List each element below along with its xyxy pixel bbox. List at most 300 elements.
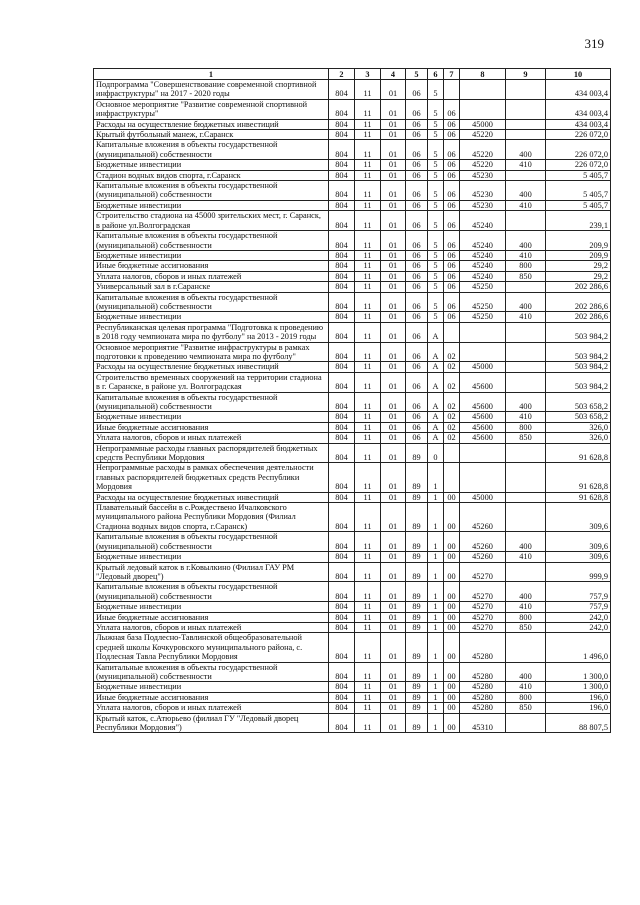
program-code-cell: 89 xyxy=(406,622,428,632)
expense-type-cell: 850 xyxy=(506,703,546,713)
table-row xyxy=(94,662,611,682)
amount-cell: 239,1 xyxy=(546,211,611,231)
program-code-cell: 89 xyxy=(406,662,428,682)
expense-type-cell xyxy=(506,342,546,362)
direction-code-cell: 45260 xyxy=(460,503,506,532)
ministry-code-cell: 804 xyxy=(329,492,355,502)
amount-cell: 242,0 xyxy=(546,622,611,632)
table-row xyxy=(94,250,611,260)
subprogram-code-cell: 5 xyxy=(428,231,444,251)
ministry-code-cell: 804 xyxy=(329,692,355,702)
expense-type-cell xyxy=(506,443,546,463)
row-name-cell: Подпрограмма "Совершенствование современной спортивной инфраструктуры" на 2017 - 2020 годы xyxy=(94,80,329,100)
ministry-code-cell: 804 xyxy=(329,342,355,362)
amount-cell: 226 072,0 xyxy=(546,140,611,160)
expense-type-cell xyxy=(506,282,546,292)
subprogram-code-cell: 1 xyxy=(428,562,444,582)
ministry-code-cell: 804 xyxy=(329,170,355,180)
expense-type-cell xyxy=(506,492,546,502)
row-name-cell: Бюджетные инвестиции xyxy=(94,250,329,260)
subprogram-code-cell: А xyxy=(428,392,444,412)
activity-code-cell: 06 xyxy=(444,211,460,231)
expense-type-cell: 400 xyxy=(506,231,546,251)
direction-code-cell: 45240 xyxy=(460,211,506,231)
direction-code-cell xyxy=(460,80,506,100)
activity-code-cell: 06 xyxy=(444,231,460,251)
subsection-code-cell: 01 xyxy=(381,443,406,463)
row-name-cell: Расходы на осуществление бюджетных инвестиций xyxy=(94,492,329,502)
subsection-code-cell: 01 xyxy=(381,562,406,582)
direction-code-cell: 45270 xyxy=(460,562,506,582)
program-code-cell: 06 xyxy=(406,342,428,362)
subsection-code-cell: 01 xyxy=(381,99,406,119)
expense-type-cell: 800 xyxy=(506,261,546,271)
table-row xyxy=(94,170,611,180)
program-code-cell: 89 xyxy=(406,582,428,602)
amount-cell: 326,0 xyxy=(546,422,611,432)
direction-code-cell: 45270 xyxy=(460,612,506,622)
activity-code-cell xyxy=(444,80,460,100)
subprogram-code-cell: 5 xyxy=(428,99,444,119)
ministry-code-cell: 804 xyxy=(329,200,355,210)
ministry-code-cell: 804 xyxy=(329,372,355,392)
subprogram-code-cell: 1 xyxy=(428,662,444,682)
program-code-cell: 06 xyxy=(406,200,428,210)
direction-code-cell: 45270 xyxy=(460,622,506,632)
section-code-cell: 11 xyxy=(355,160,381,170)
row-name-cell: Капитальные вложения в объекты государственной (муниципальной) собственности xyxy=(94,292,329,312)
subprogram-code-cell: А xyxy=(428,433,444,443)
section-code-cell: 11 xyxy=(355,170,381,180)
row-name-cell: Бюджетные инвестиции xyxy=(94,602,329,612)
activity-code-cell: 00 xyxy=(444,622,460,632)
section-code-cell: 11 xyxy=(355,492,381,502)
expense-type-cell xyxy=(506,463,546,492)
activity-code-cell: 00 xyxy=(444,582,460,602)
amount-cell: 1 300,0 xyxy=(546,662,611,682)
program-code-cell: 06 xyxy=(406,250,428,260)
subprogram-code-cell: 0 xyxy=(428,443,444,463)
table-row xyxy=(94,422,611,432)
amount-cell: 503 984,2 xyxy=(546,362,611,372)
amount-cell: 503 984,2 xyxy=(546,322,611,342)
subsection-code-cell: 01 xyxy=(381,622,406,632)
expense-type-cell xyxy=(506,562,546,582)
activity-code-cell: 06 xyxy=(444,261,460,271)
direction-code-cell: 45260 xyxy=(460,532,506,552)
row-name-cell: Уплата налогов, сборов и иных платежей xyxy=(94,622,329,632)
direction-code-cell xyxy=(460,463,506,492)
subsection-code-cell: 01 xyxy=(381,130,406,140)
table-row xyxy=(94,692,611,702)
direction-code-cell xyxy=(460,342,506,362)
ministry-code-cell: 804 xyxy=(329,562,355,582)
direction-code-cell: 45230 xyxy=(460,200,506,210)
table-row xyxy=(94,463,611,492)
row-name-cell: Уплата налогов, сборов и иных платежей xyxy=(94,703,329,713)
ministry-code-cell: 804 xyxy=(329,662,355,682)
row-name-cell: Иные бюджетные ассигнования xyxy=(94,612,329,622)
section-code-cell: 11 xyxy=(355,99,381,119)
subprogram-code-cell: 5 xyxy=(428,200,444,210)
direction-code-cell: 45600 xyxy=(460,412,506,422)
ministry-code-cell: 804 xyxy=(329,250,355,260)
subprogram-code-cell: А xyxy=(428,422,444,432)
ministry-code-cell: 804 xyxy=(329,532,355,552)
subprogram-code-cell: 1 xyxy=(428,692,444,702)
column-header: 4 xyxy=(381,69,406,80)
subsection-code-cell: 01 xyxy=(381,140,406,160)
row-name-cell: Бюджетные инвестиции xyxy=(94,412,329,422)
subprogram-code-cell: 1 xyxy=(428,633,444,662)
ministry-code-cell: 804 xyxy=(329,503,355,532)
amount-cell: 1 300,0 xyxy=(546,682,611,692)
activity-code-cell: 00 xyxy=(444,562,460,582)
column-header: 1 xyxy=(94,69,329,80)
ministry-code-cell: 804 xyxy=(329,322,355,342)
table-row xyxy=(94,602,611,612)
subprogram-code-cell: 5 xyxy=(428,312,444,322)
activity-code-cell: 06 xyxy=(444,130,460,140)
amount-cell: 29,2 xyxy=(546,271,611,281)
row-name-cell: Основное мероприятие "Развитие инфраструктуры в рамках подготовки к проведению чемпионата мира по футболу" xyxy=(94,342,329,362)
subprogram-code-cell: 1 xyxy=(428,492,444,502)
activity-code-cell: 00 xyxy=(444,633,460,662)
subsection-code-cell: 01 xyxy=(381,713,406,733)
amount-cell: 202 286,6 xyxy=(546,292,611,312)
direction-code-cell: 45240 xyxy=(460,231,506,251)
activity-code-cell: 02 xyxy=(444,412,460,422)
ministry-code-cell: 804 xyxy=(329,181,355,201)
table-row xyxy=(94,552,611,562)
table-header-row xyxy=(94,69,611,80)
direction-code-cell: 45600 xyxy=(460,422,506,432)
ministry-code-cell: 804 xyxy=(329,422,355,432)
program-code-cell: 06 xyxy=(406,119,428,129)
expense-type-cell: 850 xyxy=(506,622,546,632)
section-code-cell: 11 xyxy=(355,422,381,432)
ministry-code-cell: 804 xyxy=(329,392,355,412)
section-code-cell: 11 xyxy=(355,622,381,632)
subsection-code-cell: 01 xyxy=(381,703,406,713)
direction-code-cell: 45280 xyxy=(460,692,506,702)
program-code-cell: 06 xyxy=(406,130,428,140)
expense-type-cell: 410 xyxy=(506,552,546,562)
subsection-code-cell: 01 xyxy=(381,662,406,682)
amount-cell: 503 658,2 xyxy=(546,412,611,422)
ministry-code-cell: 804 xyxy=(329,703,355,713)
subsection-code-cell: 01 xyxy=(381,463,406,492)
subprogram-code-cell: 5 xyxy=(428,80,444,100)
subprogram-code-cell: 1 xyxy=(428,582,444,602)
expense-type-cell xyxy=(506,80,546,100)
expense-type-cell xyxy=(506,503,546,532)
table-row xyxy=(94,160,611,170)
column-header: 3 xyxy=(355,69,381,80)
section-code-cell: 11 xyxy=(355,662,381,682)
subsection-code-cell: 01 xyxy=(381,250,406,260)
section-code-cell: 11 xyxy=(355,713,381,733)
subsection-code-cell: 01 xyxy=(381,170,406,180)
table-row xyxy=(94,292,611,312)
program-code-cell: 89 xyxy=(406,682,428,692)
section-code-cell: 11 xyxy=(355,200,381,210)
program-code-cell: 06 xyxy=(406,80,428,100)
subsection-code-cell: 01 xyxy=(381,362,406,372)
subprogram-code-cell: А xyxy=(428,372,444,392)
amount-cell: 5 405,7 xyxy=(546,200,611,210)
expense-type-cell: 850 xyxy=(506,271,546,281)
section-code-cell: 11 xyxy=(355,562,381,582)
subsection-code-cell: 01 xyxy=(381,80,406,100)
budget-table xyxy=(93,68,611,733)
row-name-cell: Стадион водных видов спорта, г.Саранск xyxy=(94,170,329,180)
program-code-cell: 06 xyxy=(406,170,428,180)
activity-code-cell: 00 xyxy=(444,612,460,622)
program-code-cell: 06 xyxy=(406,181,428,201)
direction-code-cell: 45000 xyxy=(460,492,506,502)
direction-code-cell: 45280 xyxy=(460,703,506,713)
section-code-cell: 11 xyxy=(355,682,381,692)
section-code-cell: 11 xyxy=(355,633,381,662)
ministry-code-cell: 804 xyxy=(329,312,355,322)
subsection-code-cell: 01 xyxy=(381,181,406,201)
subsection-code-cell: 01 xyxy=(381,322,406,342)
subsection-code-cell: 01 xyxy=(381,433,406,443)
amount-cell: 434 003,4 xyxy=(546,119,611,129)
row-name-cell: Бюджетные инвестиции xyxy=(94,682,329,692)
table-row xyxy=(94,140,611,160)
amount-cell: 757,9 xyxy=(546,582,611,602)
subsection-code-cell: 01 xyxy=(381,231,406,251)
row-name-cell: Капитальные вложения в объекты государственной (муниципальной) собственности xyxy=(94,392,329,412)
table-row xyxy=(94,282,611,292)
direction-code-cell: 45220 xyxy=(460,130,506,140)
activity-code-cell: 00 xyxy=(444,703,460,713)
table-row xyxy=(94,231,611,251)
row-name-cell: Бюджетные инвестиции xyxy=(94,200,329,210)
table-row xyxy=(94,99,611,119)
activity-code-cell: 06 xyxy=(444,119,460,129)
amount-cell: 29,2 xyxy=(546,261,611,271)
ministry-code-cell: 804 xyxy=(329,140,355,160)
program-code-cell: 89 xyxy=(406,463,428,492)
amount-cell: 434 003,4 xyxy=(546,99,611,119)
row-name-cell: Капитальные вложения в объекты государственной (муниципальной) собственности xyxy=(94,582,329,602)
subsection-code-cell: 01 xyxy=(381,282,406,292)
expense-type-cell xyxy=(506,170,546,180)
expense-type-cell: 400 xyxy=(506,292,546,312)
table-row xyxy=(94,682,611,692)
column-header: 2 xyxy=(329,69,355,80)
section-code-cell: 11 xyxy=(355,231,381,251)
ministry-code-cell: 804 xyxy=(329,282,355,292)
subsection-code-cell: 01 xyxy=(381,682,406,692)
subprogram-code-cell: 5 xyxy=(428,271,444,281)
expense-type-cell xyxy=(506,119,546,129)
amount-cell: 999,9 xyxy=(546,562,611,582)
direction-code-cell: 45280 xyxy=(460,682,506,692)
ministry-code-cell: 804 xyxy=(329,261,355,271)
ministry-code-cell: 804 xyxy=(329,271,355,281)
program-code-cell: 06 xyxy=(406,292,428,312)
subsection-code-cell: 01 xyxy=(381,312,406,322)
subprogram-code-cell: 1 xyxy=(428,552,444,562)
subsection-code-cell: 01 xyxy=(381,412,406,422)
subprogram-code-cell: 5 xyxy=(428,282,444,292)
table-row xyxy=(94,532,611,552)
amount-cell: 434 003,4 xyxy=(546,80,611,100)
table-row xyxy=(94,181,611,201)
row-name-cell: Крытый каток, с.Атюрьево (филиал ГУ "Ледовый дворец Республики Мордовия") xyxy=(94,713,329,733)
direction-code-cell: 45240 xyxy=(460,261,506,271)
subsection-code-cell: 01 xyxy=(381,582,406,602)
ministry-code-cell: 804 xyxy=(329,292,355,312)
amount-cell: 226 072,0 xyxy=(546,130,611,140)
subprogram-code-cell: 1 xyxy=(428,612,444,622)
ministry-code-cell: 804 xyxy=(329,612,355,622)
program-code-cell: 89 xyxy=(406,443,428,463)
ministry-code-cell: 804 xyxy=(329,412,355,422)
expense-type-cell xyxy=(506,322,546,342)
subsection-code-cell: 01 xyxy=(381,211,406,231)
subsection-code-cell: 01 xyxy=(381,392,406,412)
amount-cell: 91 628,8 xyxy=(546,463,611,492)
row-name-cell: Крытый ледовый каток в г.Ковылкино (Филиал ГАУ РМ "Ледовый дворец") xyxy=(94,562,329,582)
program-code-cell: 89 xyxy=(406,532,428,552)
amount-cell: 309,6 xyxy=(546,503,611,532)
subprogram-code-cell: 5 xyxy=(428,292,444,312)
column-header: 5 xyxy=(406,69,428,80)
section-code-cell: 11 xyxy=(355,130,381,140)
subprogram-code-cell: 1 xyxy=(428,463,444,492)
section-code-cell: 11 xyxy=(355,211,381,231)
program-code-cell: 06 xyxy=(406,231,428,251)
section-code-cell: 11 xyxy=(355,140,381,160)
direction-code-cell: 45270 xyxy=(460,582,506,602)
activity-code-cell: 06 xyxy=(444,312,460,322)
activity-code-cell: 00 xyxy=(444,682,460,692)
section-code-cell: 11 xyxy=(355,582,381,602)
page-number: 319 xyxy=(584,36,604,51)
activity-code-cell: 00 xyxy=(444,492,460,502)
direction-code-cell: 45250 xyxy=(460,282,506,292)
subprogram-code-cell: 1 xyxy=(428,602,444,612)
amount-cell: 326,0 xyxy=(546,433,611,443)
table-row xyxy=(94,261,611,271)
expense-type-cell: 800 xyxy=(506,612,546,622)
expense-type-cell: 410 xyxy=(506,412,546,422)
ministry-code-cell: 804 xyxy=(329,602,355,612)
amount-cell: 196,0 xyxy=(546,703,611,713)
ministry-code-cell: 804 xyxy=(329,130,355,140)
subprogram-code-cell: 1 xyxy=(428,713,444,733)
expense-type-cell xyxy=(506,372,546,392)
direction-code-cell: 45310 xyxy=(460,713,506,733)
row-name-cell: Иные бюджетные ассигнования xyxy=(94,261,329,271)
section-code-cell: 11 xyxy=(355,602,381,612)
section-code-cell: 11 xyxy=(355,412,381,422)
amount-cell: 503 984,2 xyxy=(546,372,611,392)
activity-code-cell: 00 xyxy=(444,713,460,733)
row-name-cell: Капитальные вложения в объекты государственной (муниципальной) собственности xyxy=(94,231,329,251)
row-name-cell: Капитальные вложения в объекты государственной (муниципальной) собственности xyxy=(94,140,329,160)
row-name-cell: Капитальные вложения в объекты государственной (муниципальной) собственности xyxy=(94,181,329,201)
section-code-cell: 11 xyxy=(355,80,381,100)
row-name-cell: Уплата налогов, сборов и иных платежей xyxy=(94,271,329,281)
activity-code-cell: 00 xyxy=(444,692,460,702)
ministry-code-cell: 804 xyxy=(329,211,355,231)
subprogram-code-cell: 1 xyxy=(428,503,444,532)
column-header: 10 xyxy=(546,69,611,80)
section-code-cell: 11 xyxy=(355,282,381,292)
expense-type-cell xyxy=(506,633,546,662)
table-row xyxy=(94,713,611,733)
section-code-cell: 11 xyxy=(355,119,381,129)
ministry-code-cell: 804 xyxy=(329,80,355,100)
expense-type-cell: 800 xyxy=(506,422,546,432)
table-row xyxy=(94,372,611,392)
section-code-cell: 11 xyxy=(355,703,381,713)
activity-code-cell: 06 xyxy=(444,271,460,281)
column-header: 6 xyxy=(428,69,444,80)
activity-code-cell: 02 xyxy=(444,342,460,362)
section-code-cell: 11 xyxy=(355,612,381,622)
subsection-code-cell: 01 xyxy=(381,612,406,622)
direction-code-cell: 45250 xyxy=(460,292,506,312)
program-code-cell: 89 xyxy=(406,492,428,502)
program-code-cell: 89 xyxy=(406,692,428,702)
program-code-cell: 06 xyxy=(406,433,428,443)
row-name-cell: Основное мероприятие "Развитие современной спортивной инфраструктуры" xyxy=(94,99,329,119)
row-name-cell: Расходы на осуществление бюджетных инвестиций xyxy=(94,119,329,129)
ministry-code-cell: 804 xyxy=(329,463,355,492)
program-code-cell: 89 xyxy=(406,503,428,532)
ministry-code-cell: 804 xyxy=(329,231,355,251)
program-code-cell: 06 xyxy=(406,372,428,392)
program-code-cell: 06 xyxy=(406,211,428,231)
program-code-cell: 89 xyxy=(406,552,428,562)
direction-code-cell: 45280 xyxy=(460,633,506,662)
amount-cell: 242,0 xyxy=(546,612,611,622)
expense-type-cell: 410 xyxy=(506,602,546,612)
table-row xyxy=(94,622,611,632)
amount-cell: 309,6 xyxy=(546,552,611,562)
table-row xyxy=(94,703,611,713)
section-code-cell: 11 xyxy=(355,362,381,372)
activity-code-cell: 00 xyxy=(444,662,460,682)
program-code-cell: 89 xyxy=(406,633,428,662)
expense-type-cell: 410 xyxy=(506,160,546,170)
amount-cell: 202 286,6 xyxy=(546,312,611,322)
row-name-cell: Крытый футбольный манеж, г.Саранск xyxy=(94,130,329,140)
table-row xyxy=(94,362,611,372)
row-name-cell: Капитальные вложения в объекты государственной (муниципальной) собственности xyxy=(94,662,329,682)
activity-code-cell: 00 xyxy=(444,503,460,532)
table-row xyxy=(94,322,611,342)
ministry-code-cell: 804 xyxy=(329,433,355,443)
activity-code-cell: 06 xyxy=(444,170,460,180)
subprogram-code-cell: А xyxy=(428,342,444,362)
activity-code-cell: 06 xyxy=(444,250,460,260)
program-code-cell: 89 xyxy=(406,602,428,612)
table-row xyxy=(94,211,611,231)
activity-code-cell: 00 xyxy=(444,602,460,612)
table-row xyxy=(94,562,611,582)
activity-code-cell: 06 xyxy=(444,282,460,292)
row-name-cell: Бюджетные инвестиции xyxy=(94,160,329,170)
direction-code-cell: 45230 xyxy=(460,181,506,201)
